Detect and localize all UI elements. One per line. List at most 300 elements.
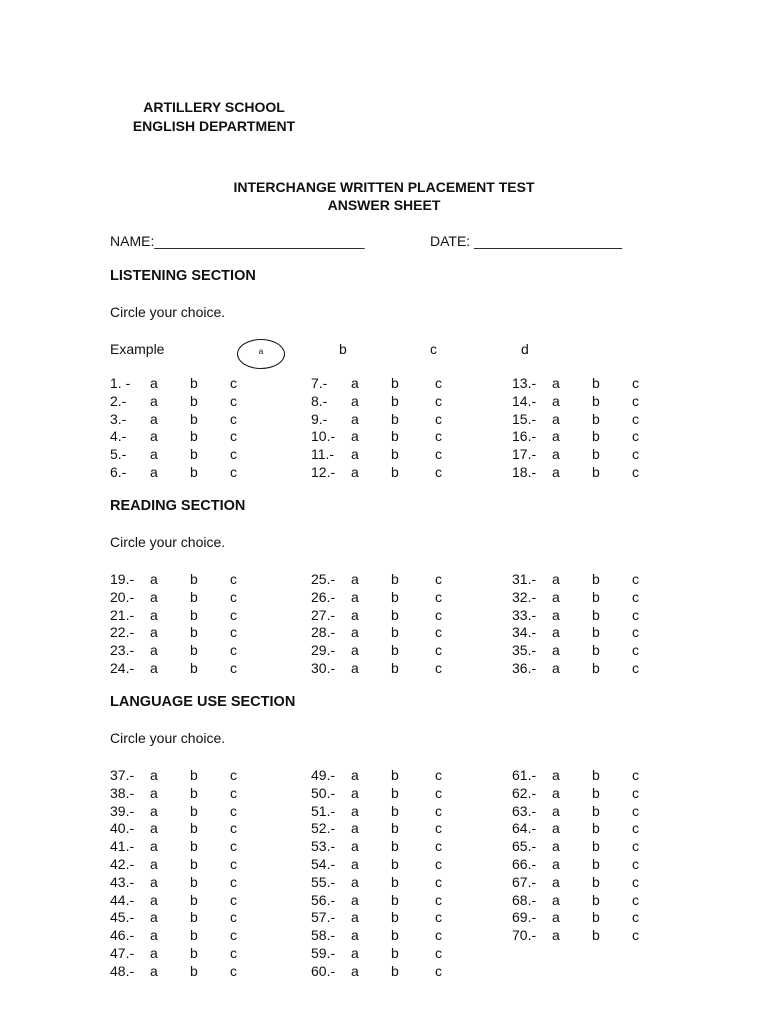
choice-a[interactable]: a — [552, 410, 560, 427]
choice-a[interactable]: a — [552, 784, 560, 801]
choice-a[interactable]: a — [150, 428, 158, 445]
answer-row — [110, 944, 250, 962]
question-number: 4.- — [110, 428, 127, 445]
choice-b[interactable]: b — [391, 945, 399, 961]
choice-a[interactable]: a — [150, 909, 158, 926]
choice-a[interactable]: a — [150, 606, 158, 623]
choice-a[interactable]: a — [351, 767, 359, 783]
answer-row — [311, 873, 451, 891]
choice-c[interactable]: c — [230, 802, 237, 819]
choice-b[interactable]: b — [592, 588, 600, 605]
example-option-c: c — [430, 341, 437, 357]
choice-a[interactable]: a — [150, 927, 158, 944]
choice-b[interactable]: b — [190, 588, 198, 605]
choice-a[interactable]: a — [351, 856, 359, 872]
choice-a[interactable]: a — [150, 802, 158, 819]
choice-c[interactable]: c — [230, 891, 237, 908]
choice-a[interactable]: a — [351, 428, 359, 445]
choice-a[interactable]: a — [552, 428, 560, 445]
answer-row — [512, 926, 652, 944]
reading-instruction: Circle your choice. — [110, 534, 226, 550]
question-number: 58.- — [311, 927, 336, 944]
answer-row — [512, 606, 652, 624]
question-number: 56.- — [311, 891, 336, 908]
answer-row — [110, 410, 250, 428]
choice-a[interactable]: a — [552, 392, 560, 409]
choice-b[interactable]: b — [592, 927, 600, 944]
choice-b[interactable]: b — [190, 962, 198, 979]
choice-b[interactable]: b — [391, 446, 399, 463]
choice-c[interactable]: c — [632, 571, 639, 587]
choice-b[interactable]: b — [190, 856, 198, 872]
choice-c[interactable]: c — [632, 802, 639, 819]
department-name: ENGLISH DEPARTMENT — [132, 118, 296, 134]
choice-b[interactable]: b — [190, 624, 198, 641]
choice-c[interactable]: c — [230, 410, 237, 427]
choice-a[interactable]: a — [351, 392, 359, 409]
choice-a[interactable]: a — [351, 891, 359, 908]
choice-a[interactable]: a — [351, 838, 359, 855]
answer-row — [512, 837, 652, 855]
choice-c[interactable]: c — [230, 856, 237, 872]
question-number: 17.- — [512, 446, 537, 463]
choice-c[interactable]: c — [230, 838, 237, 855]
choice-c[interactable]: c — [632, 642, 639, 659]
choice-a[interactable]: a — [351, 660, 359, 676]
question-number: 64.- — [512, 820, 537, 837]
choice-c[interactable]: c — [435, 588, 442, 605]
choice-a[interactable]: a — [351, 909, 359, 926]
choice-c[interactable]: c — [632, 891, 639, 908]
choice-b[interactable]: b — [391, 767, 399, 783]
choice-b[interactable]: b — [592, 464, 600, 480]
choice-b[interactable]: b — [592, 820, 600, 837]
choice-c[interactable]: c — [230, 945, 237, 961]
choice-a[interactable]: a — [150, 375, 158, 391]
choice-c[interactable]: c — [230, 642, 237, 659]
question-number: 42.- — [110, 856, 135, 872]
choice-a[interactable]: a — [351, 571, 359, 587]
choice-a[interactable]: a — [351, 606, 359, 623]
choice-b[interactable]: b — [190, 820, 198, 837]
choice-c[interactable]: c — [632, 927, 639, 944]
choice-a[interactable]: a — [552, 927, 560, 944]
choice-b[interactable]: b — [391, 909, 399, 926]
example-option-d: d — [521, 341, 529, 357]
choice-b[interactable]: b — [592, 392, 600, 409]
choice-c[interactable]: c — [632, 767, 639, 783]
answer-row — [512, 891, 652, 909]
question-number: 63.- — [512, 802, 537, 819]
answer-row — [110, 784, 250, 802]
choice-b[interactable]: b — [592, 375, 600, 391]
question-number: 16.- — [512, 428, 537, 445]
answer-row — [311, 445, 451, 463]
example-option-b: b — [339, 341, 347, 357]
choice-c[interactable]: c — [230, 375, 237, 391]
example-label: Example — [110, 341, 165, 357]
answer-row — [512, 659, 652, 677]
choice-c[interactable]: c — [435, 375, 442, 391]
choice-a[interactable]: a — [150, 945, 158, 961]
choice-a[interactable]: a — [552, 642, 560, 659]
choice-c[interactable]: c — [632, 428, 639, 445]
answer-row — [311, 908, 451, 926]
question-number: 22.- — [110, 624, 135, 641]
choice-b[interactable]: b — [592, 909, 600, 926]
choice-b[interactable]: b — [391, 464, 399, 480]
choice-c[interactable]: c — [230, 464, 237, 480]
choice-c[interactable]: c — [230, 767, 237, 783]
answer-row — [512, 802, 652, 820]
answer-row — [311, 766, 451, 784]
choice-b[interactable]: b — [391, 891, 399, 908]
question-number: 43.- — [110, 873, 135, 890]
question-number: 38.- — [110, 784, 135, 801]
choice-a[interactable]: a — [351, 624, 359, 641]
answer-row — [311, 463, 451, 481]
choice-a[interactable]: a — [150, 392, 158, 409]
choice-a[interactable]: a — [150, 838, 158, 855]
choice-a[interactable]: a — [351, 945, 359, 961]
choice-a[interactable]: a — [351, 820, 359, 837]
choice-c[interactable]: c — [435, 428, 442, 445]
choice-a[interactable]: a — [552, 838, 560, 855]
choice-a[interactable]: a — [552, 909, 560, 926]
choice-c[interactable]: c — [632, 856, 639, 872]
choice-c[interactable]: c — [230, 571, 237, 587]
choice-a[interactable]: a — [552, 856, 560, 872]
choice-b[interactable]: b — [391, 642, 399, 659]
choice-b[interactable]: b — [190, 410, 198, 427]
choice-b[interactable]: b — [190, 784, 198, 801]
choice-c[interactable]: c — [435, 873, 442, 890]
reading-section-title: READING SECTION — [110, 498, 246, 514]
choice-b[interactable]: b — [391, 375, 399, 391]
choice-b[interactable]: b — [592, 873, 600, 890]
choice-a[interactable]: a — [552, 891, 560, 908]
choice-b[interactable]: b — [190, 838, 198, 855]
choice-c[interactable]: c — [632, 660, 639, 676]
answer-row — [512, 819, 652, 837]
question-number: 12.- — [311, 464, 336, 480]
choice-b[interactable]: b — [592, 784, 600, 801]
choice-b[interactable]: b — [391, 624, 399, 641]
choice-a[interactable]: a — [351, 642, 359, 659]
answer-row — [110, 926, 250, 944]
choice-c[interactable]: c — [435, 945, 442, 961]
question-number: 53.- — [311, 838, 336, 855]
choice-b[interactable]: b — [592, 446, 600, 463]
choice-a[interactable]: a — [150, 891, 158, 908]
choice-c[interactable]: c — [435, 410, 442, 427]
answer-row — [512, 588, 652, 606]
choice-b[interactable]: b — [592, 624, 600, 641]
choice-c[interactable]: c — [230, 606, 237, 623]
choice-b[interactable]: b — [592, 891, 600, 908]
question-number: 24.- — [110, 660, 135, 676]
choice-c[interactable]: c — [435, 784, 442, 801]
answer-row — [311, 570, 451, 588]
choice-a[interactable]: a — [552, 571, 560, 587]
question-number: 50.- — [311, 784, 336, 801]
choice-c[interactable]: c — [435, 962, 442, 979]
choice-a[interactable]: a — [552, 660, 560, 676]
choice-b[interactable]: b — [592, 571, 600, 587]
choice-c[interactable]: c — [230, 784, 237, 801]
choice-a[interactable]: a — [150, 446, 158, 463]
choice-a[interactable]: a — [351, 962, 359, 979]
choice-b[interactable]: b — [391, 571, 399, 587]
choice-b[interactable]: b — [190, 945, 198, 961]
language-use-instruction: Circle your choice. — [110, 730, 226, 746]
choice-b[interactable]: b — [592, 410, 600, 427]
choice-a[interactable]: a — [150, 624, 158, 641]
choice-c[interactable]: c — [435, 891, 442, 908]
choice-c[interactable]: c — [435, 624, 442, 641]
question-number: 1. - — [110, 375, 131, 391]
answer-row — [110, 623, 250, 641]
answer-row — [311, 926, 451, 944]
choice-c[interactable]: c — [435, 392, 442, 409]
choice-a[interactable]: a — [150, 767, 158, 783]
choice-c[interactable]: c — [230, 909, 237, 926]
choice-c[interactable]: c — [632, 392, 639, 409]
choice-a[interactable]: a — [150, 660, 158, 676]
choice-c[interactable]: c — [435, 909, 442, 926]
choice-b[interactable]: b — [391, 873, 399, 890]
choice-c[interactable]: c — [230, 624, 237, 641]
answer-row — [311, 659, 451, 677]
choice-a[interactable]: a — [150, 873, 158, 890]
choice-a[interactable]: a — [150, 962, 158, 979]
choice-c[interactable]: c — [230, 820, 237, 837]
choice-c[interactable]: c — [230, 446, 237, 463]
choice-b[interactable]: b — [592, 767, 600, 783]
answer-row — [311, 392, 451, 410]
answer-row — [110, 802, 250, 820]
choice-a[interactable]: a — [351, 410, 359, 427]
choice-c[interactable]: c — [632, 909, 639, 926]
choice-a[interactable]: a — [351, 802, 359, 819]
choice-c[interactable]: c — [230, 962, 237, 979]
choice-b[interactable]: b — [190, 375, 198, 391]
choice-c[interactable]: c — [435, 464, 442, 480]
choice-b[interactable]: b — [391, 606, 399, 623]
question-number: 44.- — [110, 891, 135, 908]
choice-c[interactable]: c — [435, 446, 442, 463]
answer-row — [110, 891, 250, 909]
choice-a[interactable]: a — [351, 446, 359, 463]
question-number: 10.- — [311, 428, 336, 445]
choice-c[interactable]: c — [435, 838, 442, 855]
choice-b[interactable]: b — [391, 410, 399, 427]
question-number: 14.- — [512, 392, 537, 409]
question-number: 40.- — [110, 820, 135, 837]
choice-b[interactable]: b — [592, 856, 600, 872]
answer-row — [110, 570, 250, 588]
choice-a[interactable]: a — [552, 802, 560, 819]
question-number: 26.- — [311, 588, 336, 605]
question-number: 21.- — [110, 606, 135, 623]
answer-row — [311, 802, 451, 820]
choice-b[interactable]: b — [592, 802, 600, 819]
choice-c[interactable]: c — [632, 446, 639, 463]
listening-instruction: Circle your choice. — [110, 304, 226, 320]
choice-b[interactable]: b — [391, 802, 399, 819]
choice-a[interactable]: a — [351, 873, 359, 890]
choice-b[interactable]: b — [190, 606, 198, 623]
answer-row — [110, 606, 250, 624]
choice-b[interactable]: b — [190, 891, 198, 908]
choice-a[interactable]: a — [150, 642, 158, 659]
choice-a[interactable]: a — [150, 464, 158, 480]
question-number: 29.- — [311, 642, 336, 659]
example-circled-letter: a — [258, 347, 264, 356]
answer-row — [512, 623, 652, 641]
choice-b[interactable]: b — [391, 927, 399, 944]
choice-c[interactable]: c — [435, 767, 442, 783]
choice-c[interactable]: c — [632, 464, 639, 480]
choice-a[interactable]: a — [150, 571, 158, 587]
choice-c[interactable]: c — [435, 820, 442, 837]
question-number: 27.- — [311, 606, 336, 623]
choice-a[interactable]: a — [351, 375, 359, 391]
choice-b[interactable]: b — [592, 660, 600, 676]
example-circled-choice — [237, 339, 285, 369]
choice-b[interactable]: b — [391, 820, 399, 837]
choice-b[interactable]: b — [190, 802, 198, 819]
answer-row — [110, 819, 250, 837]
choice-a[interactable]: a — [150, 410, 158, 427]
choice-b[interactable]: b — [391, 428, 399, 445]
choice-b[interactable]: b — [190, 660, 198, 676]
choice-a[interactable]: a — [351, 927, 359, 944]
question-number: 6.- — [110, 464, 127, 480]
choice-a[interactable]: a — [552, 767, 560, 783]
choice-a[interactable]: a — [552, 446, 560, 463]
choice-b[interactable]: b — [391, 856, 399, 872]
name-field[interactable]: NAME:___________________________ — [110, 233, 365, 249]
choice-c[interactable]: c — [230, 392, 237, 409]
choice-b[interactable]: b — [391, 660, 399, 676]
choice-c[interactable]: c — [435, 856, 442, 872]
answer-row — [512, 410, 652, 428]
choice-b[interactable]: b — [592, 606, 600, 623]
choice-c[interactable]: c — [632, 624, 639, 641]
choice-b[interactable]: b — [190, 392, 198, 409]
choice-a[interactable]: a — [552, 873, 560, 890]
choice-a[interactable]: a — [351, 588, 359, 605]
test-title: INTERCHANGE WRITTEN PLACEMENT TEST — [233, 179, 535, 195]
choice-a[interactable]: a — [552, 588, 560, 605]
question-number: 5.- — [110, 446, 127, 463]
choice-b[interactable]: b — [190, 571, 198, 587]
answer-row — [311, 606, 451, 624]
choice-b[interactable]: b — [592, 428, 600, 445]
choice-b[interactable]: b — [190, 464, 198, 480]
choice-c[interactable]: c — [632, 784, 639, 801]
choice-a[interactable]: a — [351, 464, 359, 480]
choice-c[interactable]: c — [435, 660, 442, 676]
choice-b[interactable]: b — [391, 838, 399, 855]
sheet-title: ANSWER SHEET — [327, 197, 441, 213]
choice-b[interactable]: b — [391, 588, 399, 605]
choice-c[interactable]: c — [435, 802, 442, 819]
choice-b[interactable]: b — [190, 446, 198, 463]
choice-c[interactable]: c — [632, 606, 639, 623]
choice-c[interactable]: c — [230, 660, 237, 676]
question-number: 55.- — [311, 873, 336, 890]
choice-a[interactable]: a — [552, 606, 560, 623]
choice-b[interactable]: b — [391, 962, 399, 979]
choice-a[interactable]: a — [351, 784, 359, 801]
choice-a[interactable]: a — [150, 856, 158, 872]
choice-a[interactable]: a — [552, 624, 560, 641]
choice-c[interactable]: c — [230, 588, 237, 605]
question-number: 70.- — [512, 927, 537, 944]
answer-row — [311, 641, 451, 659]
choice-b[interactable]: b — [190, 927, 198, 944]
choice-b[interactable]: b — [190, 767, 198, 783]
school-name: ARTILLERY SCHOOL — [143, 99, 285, 115]
choice-c[interactable]: c — [632, 588, 639, 605]
choice-b[interactable]: b — [391, 392, 399, 409]
answer-row — [110, 427, 250, 445]
choice-a[interactable]: a — [150, 784, 158, 801]
answer-row — [311, 427, 451, 445]
choice-b[interactable]: b — [190, 873, 198, 890]
choice-b[interactable]: b — [592, 642, 600, 659]
choice-c[interactable]: c — [632, 838, 639, 855]
question-number: 18.- — [512, 464, 537, 480]
choice-a[interactable]: a — [552, 820, 560, 837]
choice-c[interactable]: c — [230, 428, 237, 445]
choice-b[interactable]: b — [190, 909, 198, 926]
choice-b[interactable]: b — [592, 838, 600, 855]
choice-b[interactable]: b — [190, 428, 198, 445]
choice-c[interactable]: c — [435, 571, 442, 587]
choice-b[interactable]: b — [391, 784, 399, 801]
question-number: 11.- — [311, 446, 335, 463]
question-number: 3.- — [110, 410, 127, 427]
choice-a[interactable]: a — [552, 464, 560, 480]
answer-row — [512, 445, 652, 463]
question-number: 60.- — [311, 962, 336, 979]
choice-c[interactable]: c — [435, 927, 442, 944]
question-number: 68.- — [512, 891, 537, 908]
choice-c[interactable]: c — [632, 873, 639, 890]
choice-c[interactable]: c — [632, 410, 639, 427]
choice-c[interactable]: c — [435, 606, 442, 623]
listening-section-title: LISTENING SECTION — [110, 268, 256, 284]
choice-c[interactable]: c — [230, 927, 237, 944]
answer-row — [311, 962, 451, 980]
question-number: 28.- — [311, 624, 336, 641]
choice-a[interactable]: a — [150, 820, 158, 837]
answer-row — [110, 374, 250, 392]
choice-c[interactable]: c — [435, 642, 442, 659]
choice-a[interactable]: a — [150, 588, 158, 605]
question-number: 30.- — [311, 660, 336, 676]
answer-row — [311, 891, 451, 909]
choice-c[interactable]: c — [230, 873, 237, 890]
date-field[interactable]: DATE: ___________________ — [430, 233, 623, 249]
choice-a[interactable]: a — [552, 375, 560, 391]
choice-c[interactable]: c — [632, 375, 639, 391]
choice-c[interactable]: c — [632, 820, 639, 837]
choice-b[interactable]: b — [190, 642, 198, 659]
